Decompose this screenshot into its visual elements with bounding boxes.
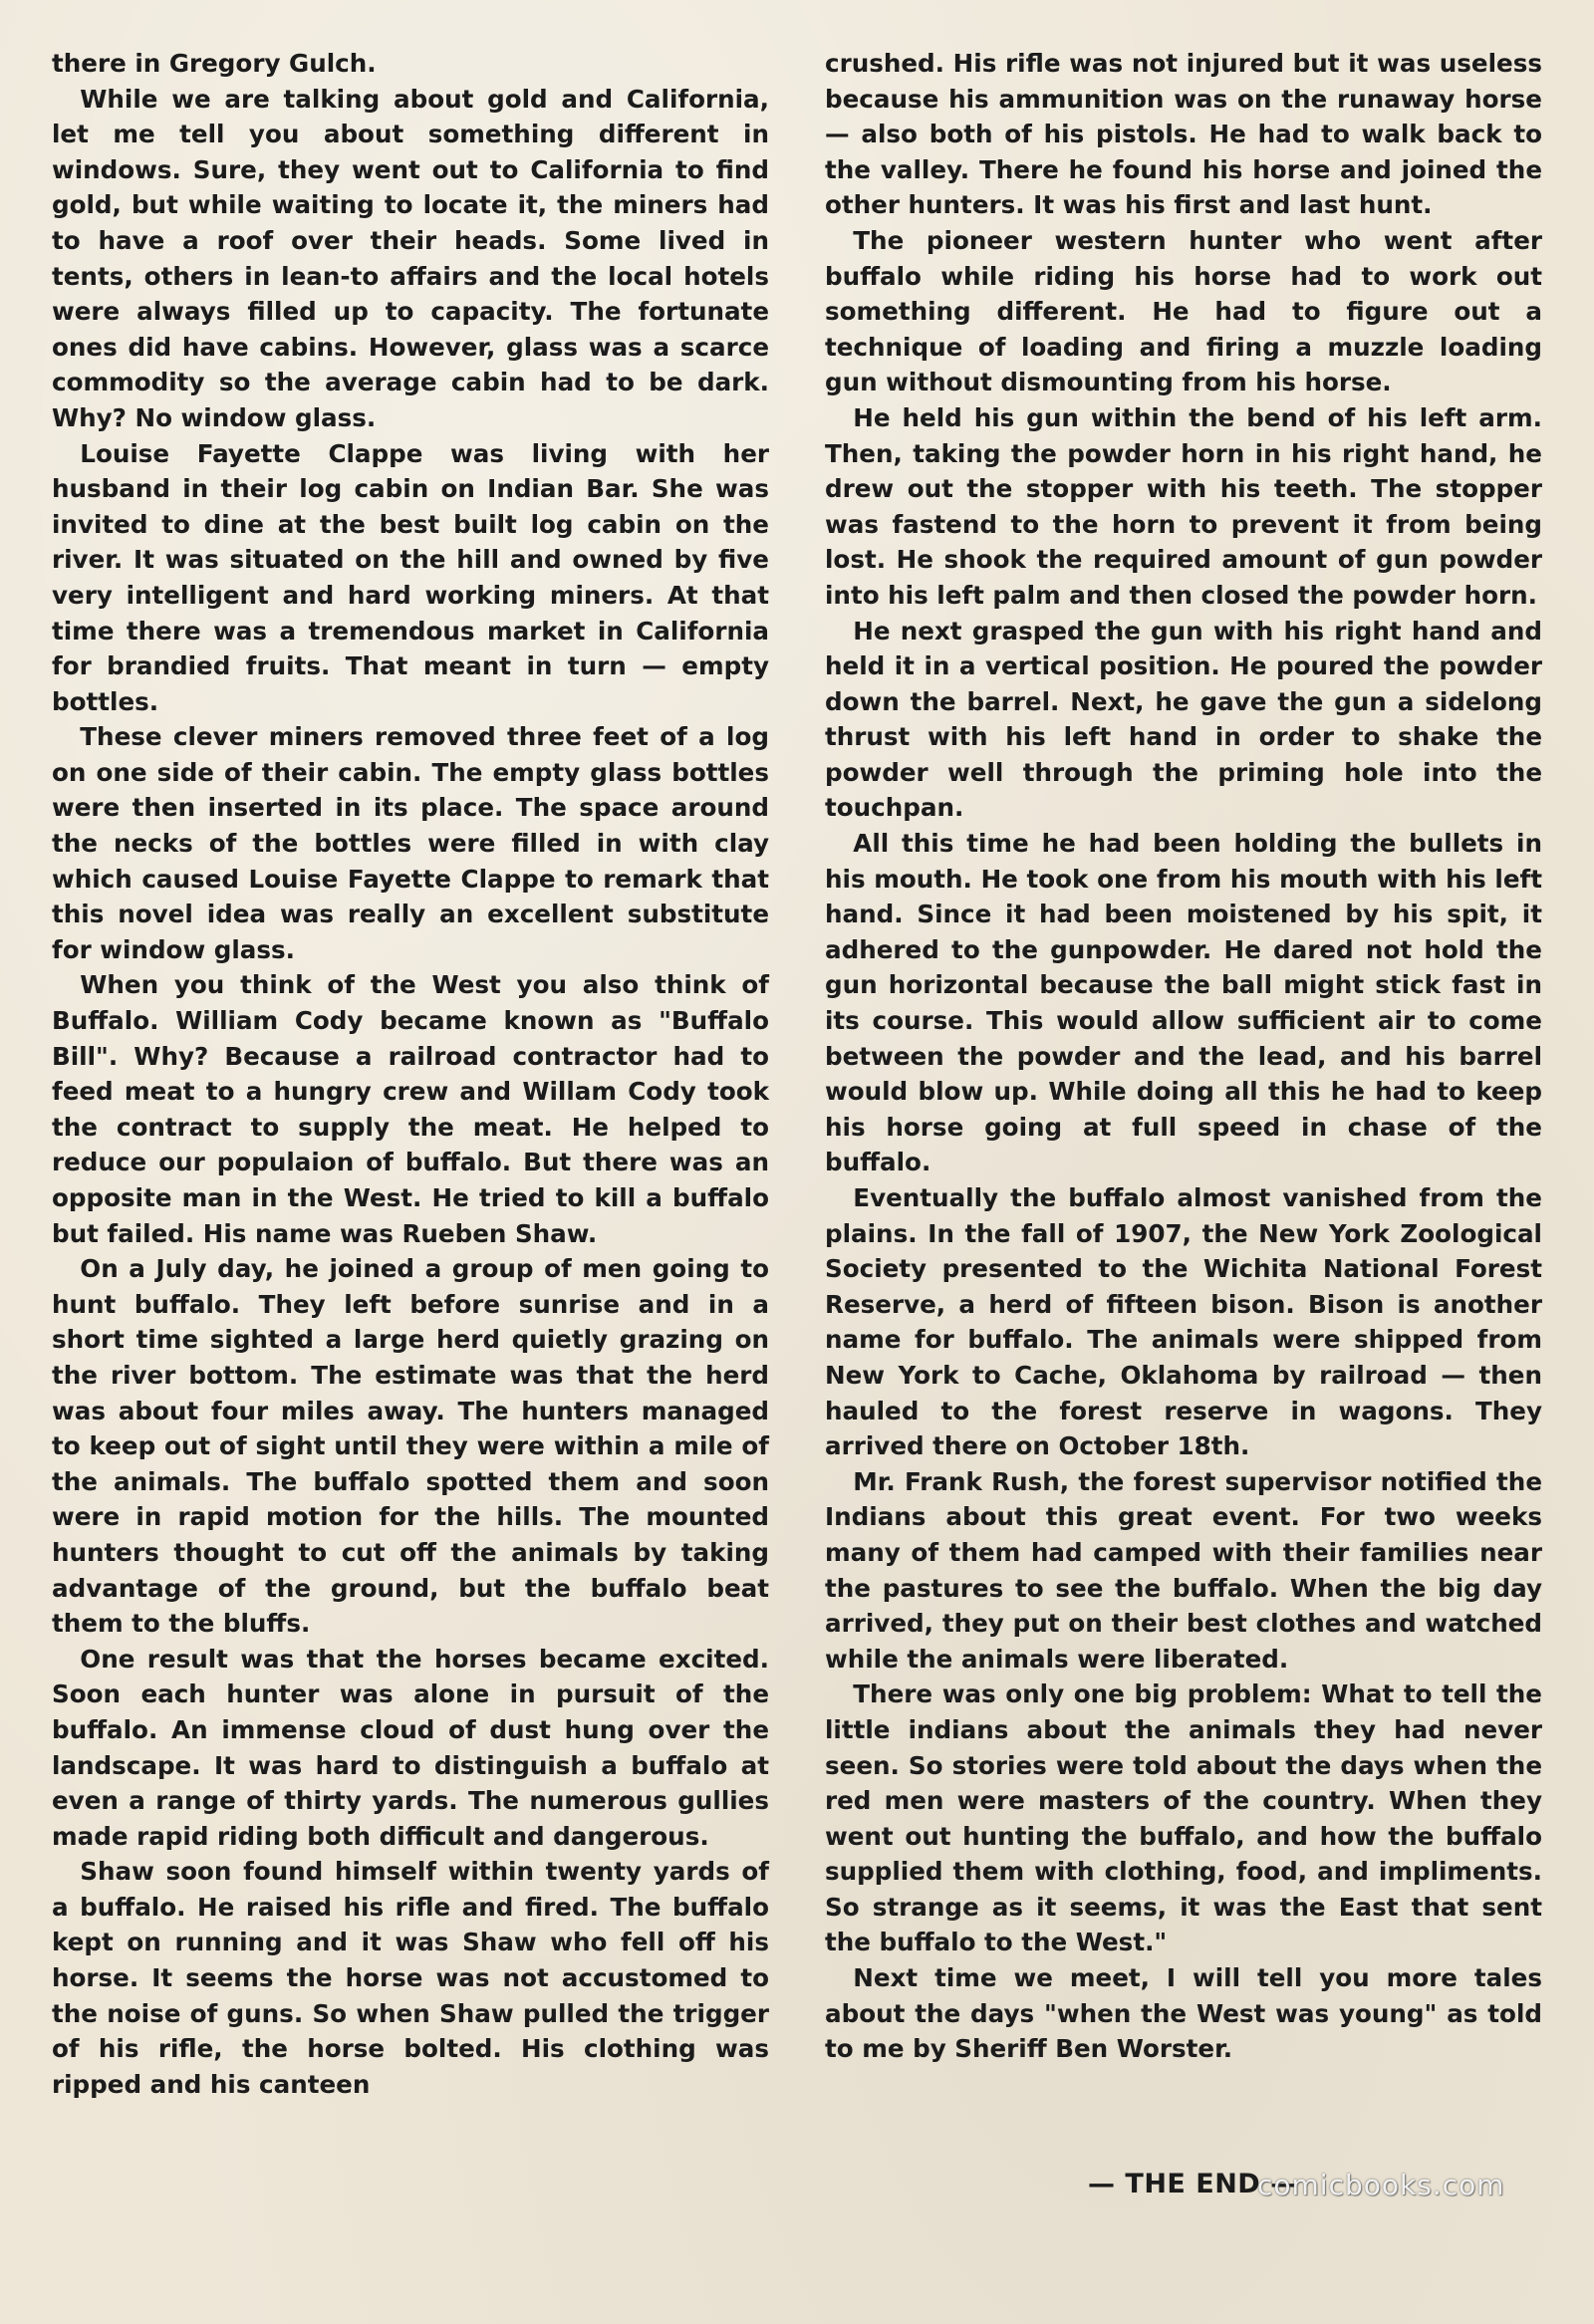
paragraph: The pioneer western hunter who went after buffalo while riding his horse had to work out something different. He had to figure out a technique of loading and firing a muzzle loading gun without dismounting from his horse. [825,225,1542,397]
paragraph: When you think of the West you also think of Buffalo. William Cody became known as "Buffalo Bill". Why? Because a railroad contractor had to feed meat to a hungry crew and Willam Cody took the contract to supply the meat. He helped to reduce our populaion of buffalo. But there was an opposite man in the West. He tried to kill a buffalo but failed. His name was Rueben Shaw. [52,970,769,1248]
paragraph: Louise Fayette Clappe was living with her husband in their log cabin on Indian Bar. She was invited to dine at the best built log cabin on the river. It was situated on the hill and owned by five very intelligent and hard working miners. At that time there was a tremendous market in California for brandied fruits. That meant in turn — empty bottles. [52,438,769,716]
paragraph: Eventually the buffalo almost vanished from the plains. In the fall of 1907, the New York Zoological Society presented to the Wichita National Forest Reserve, a herd of fifteen bison. Bison is another name for buffalo. The animals were shipped from New York to Cache, Oklahoma by railroad — then hauled to the forest reserve in wagons. They arrived there on October 18th. [825,1183,1542,1461]
paragraph: On a July day, he joined a group of men going to hunt buffalo. They left before sunrise and in a short time sighted a large herd quietly grazing on the river bottom. The estimate was that the herd was about four miles away. The hunters managed to keep out of sight until they were within a mile of the animals. The buffalo spotted them and soon were in rapid motion for the hills. The mounted hunters thought to cut off the animals by taking advantage of the ground, but the buffalo beat them to the bluffs. [52,1254,769,1639]
paragraph: Mr. Frank Rush, the forest supervisor notified the Indians about this great event. For two weeks many of them had camped with their families near the pastures to see the buffalo. When the big day arrived, they put on their best clothes and watched while the animals were liberated. [825,1466,1542,1674]
paragraph: There was only one big problem: What to tell the little indians about the animals they had never seen. So stories were told about the days when the red men were masters of the country. When they went out hunting the buffalo, and how the buffalo supplied them with clothing, food, and impliments. So strange as it seems, it was the East that sent the buffalo to the West." [825,1679,1542,1957]
right-text-column [825,46,1542,2067]
paragraph: Shaw soon found himself within twenty yards of a buffalo. He raised his rifle and fired. The buffalo kept on running and it was Shaw who fell off his horse. It seems the horse was not accustomed to the noise of guns. So when Shaw pulled the trigger of his rifle, the horse bolted. His clothing was ripped and his canteen [52,1857,769,2099]
paragraph: While we are talking about gold and California, let me tell you about something different in windows. Sure, they went out to California to find gold, but while waiting to locate it, the miners had to have a roof over their heads. Some lived in tents, others in lean-to affairs and the local hotels were always filled up to capacity. The fortunate ones did have cabins. However, glass was a scarce commodity so the average cabin had to be dark. Why? No window glass. [52,84,769,432]
paragraph: All this time he had been holding the bullets in his mouth. He took one from his mouth with his left hand. Since it had been moistened by his spit, it adhered to the gunpowder. He dared not hold the gun horizontal because the ball might stick fast in its course. This would allow sufficient air to come between the powder and the lead, and his barrel would blow up. While doing all this he had to keep his horse going at full speed in chase of the buffalo. [825,829,1542,1177]
the-end-label: — THE END — [1088,2169,1298,2199]
paragraph: These clever miners removed three feet of a log on one side of their cabin. The empty glass bottles were then inserted in its place. The space around the necks of the bottles were filled in with clay which caused Louise Fayette Clappe to remark that this novel idea was really an excellent substitute for window glass. [52,722,769,964]
paragraph: He held his gun within the bend of his left arm. Then, taking the powder horn in his right hand, he drew out the stopper with his teeth. The stopper was fastend to the horn to prevent it from being lost. He shook the required amount of gun powder into his left palm and then closed the powder horn. [825,402,1542,610]
paragraph: He next grasped the gun with his right hand and held it in a vertical position. He poured the powder down the barrel. Next, he gave the gun a sidelong thrust with his left hand in order to shake the powder well through the priming hole into the touchpan. [825,616,1542,823]
left-text-column [52,46,769,2102]
paragraph: One result was that the horses became excited. Soon each hunter was alone in pursuit of the buffalo. An immense cloud of dust hung over the landscape. It was hard to distinguish a buffalo at even a range of thirty yards. The numerous gullies made rapid riding both difficult and dangerous. [52,1644,769,1851]
site-watermark: comicbooks.com [1257,2169,1505,2201]
paragraph: crushed. His rifle was not injured but it was useless because his ammunition was on the runaway horse — also both of his pistols. He had to walk back to the valley. There he found his horse and joined the other hunters. It was his first and last hunt. [825,49,1542,220]
paragraph: Next time we meet, I will tell you more tales about the days "when the West was young" as told to me by Sheriff Ben Worster. [825,1963,1542,2064]
paragraph: there in Gregory Gulch. [52,49,377,78]
